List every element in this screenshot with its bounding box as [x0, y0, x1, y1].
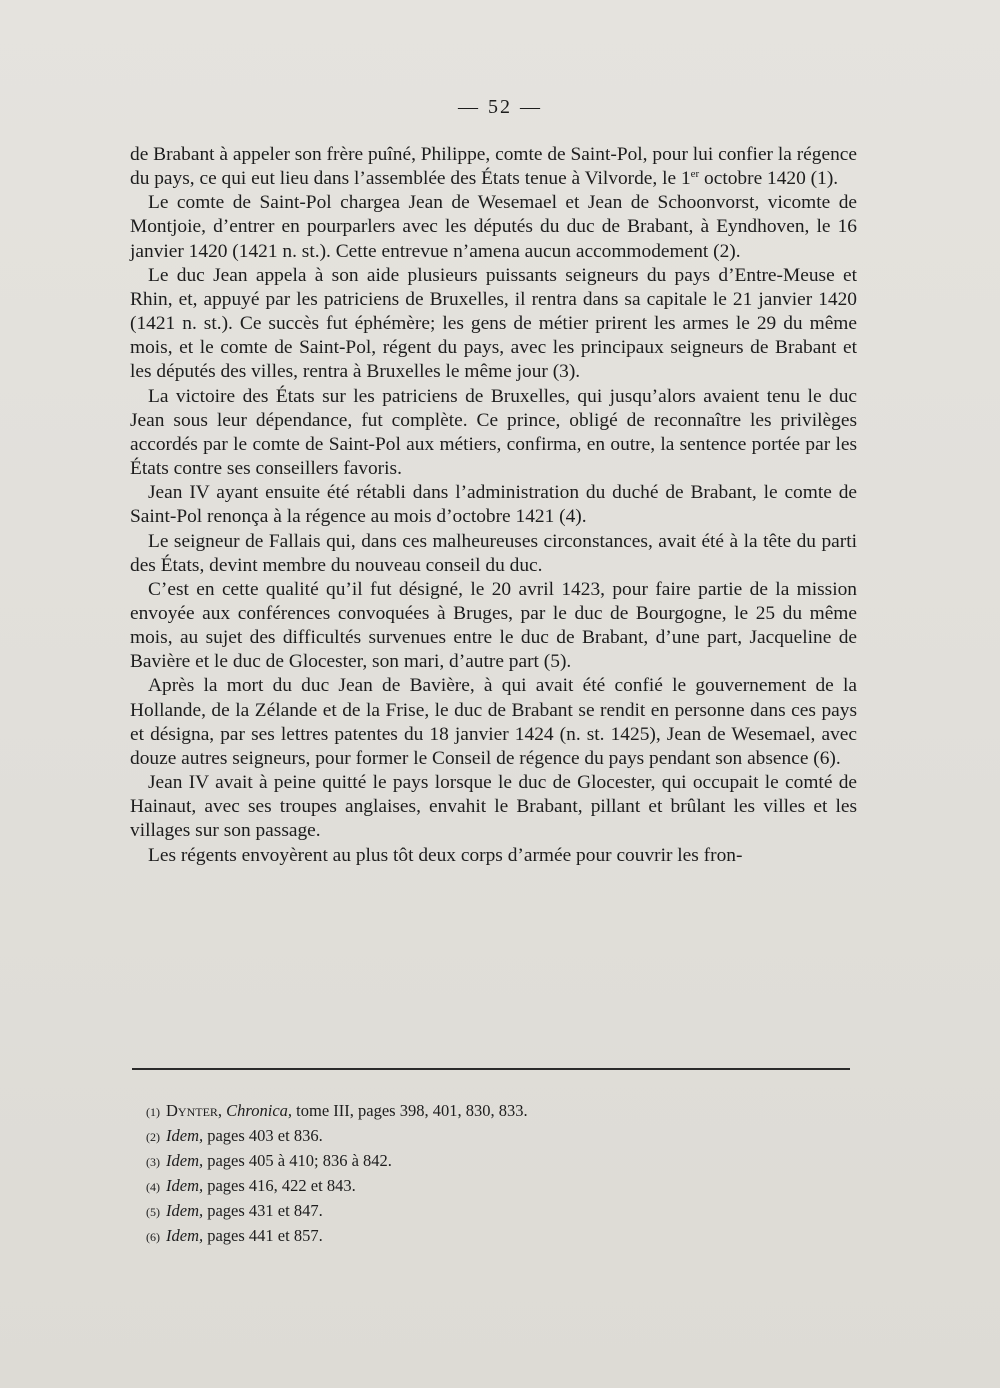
- footnote-work: Idem,: [166, 1176, 204, 1195]
- footnote-mark: (3): [146, 1155, 160, 1169]
- paragraph-1: [130, 143, 857, 191]
- paragraph-9: Jean IV avait à peine quitté le pays lorsque le duc de Glocester, qui occupait le comté de Hainaut, avec ses troupes anglaises, envahit le Brabant, pillant et brûlant les villes et les villages sur son passage.: [130, 772, 857, 842]
- paragraph-7: C’est en cette qualité qu’il fut désigné, le 20 avril 1423, pour faire partie de la mission envoyée aux conférences convoquées à Bruges, par le duc de Bourgogne, le 25 du même mois, au sujet des difficultés survenues entre le duc de Brabant, d’une part, Jacqueline de Bavière et le duc de Glocester, son mari, d’autre part (5).: [130, 578, 857, 673]
- footnotes: [146, 1099, 746, 1249]
- footnote-mark: (6): [146, 1230, 160, 1244]
- footnote-reference: tome III, pages 398, 401, 830, 833.: [292, 1101, 528, 1120]
- paragraph-1-text: de Brabant à appeler son frère puîné, Philippe, comte de Saint-Pol, pour lui confier la régence du pays, ce qui eut lieu dans l’assemblée des États tenue à Vilvorde, le 1: [130, 144, 857, 190]
- paragraph-8: Après la mort du duc Jean de Bavière, à qui avait été confié le gouvernement de la Hollande, de la Zélande et de la Frise, le duc de Brabant se rendit en personne dans ces pays et désigna, par ses lettres patentes du 18 janvier 1424 (n. st. 1425), Jean de Wesemael, avec douze autres seigneurs, pour former le Conseil de régence du pays pendant son absence (6).: [130, 675, 857, 769]
- page-number: [0, 96, 1000, 119]
- body-text: [130, 143, 857, 868]
- footnote-1: [146, 1099, 746, 1124]
- paragraph-2: Le comte de Saint-Pol chargea Jean de Wesemael et Jean de Schoonvorst, vicomte de Montjoie, d’entrer en pourparlers avec les députés du duc de Brabant, à Eyndhoven, le 16 janvier 1420 (1421 n. st.). Cette entrevue n’amena aucun accommodement (2).: [130, 192, 857, 262]
- footnote-mark: (1): [146, 1105, 160, 1119]
- footnote-work: Idem,: [166, 1226, 204, 1245]
- footnote-3: [146, 1149, 746, 1174]
- page-number-value: 52: [488, 96, 512, 118]
- footnote-reference: pages 416, 422 et 843.: [203, 1176, 356, 1195]
- footnote-mark: (2): [146, 1130, 160, 1144]
- footnote-2: [146, 1124, 746, 1149]
- footnote-divider: [132, 1068, 850, 1070]
- paragraph-4: La victoire des États sur les patriciens de Bruxelles, qui jusqu’alors avaient tenu le duc Jean sous leur dépendance, fut complète. Ce prince, obligé de reconnaître les privilèges accordés par le comte de Saint-Pol aux métiers, confirma, en outre, la sentence portée par les États contre ses conseillers favoris.: [130, 385, 857, 480]
- footnote-reference: pages 403 et 836.: [203, 1126, 323, 1145]
- paragraph-10: Les régents envoyèrent au plus tôt deux corps d’armée pour couvrir les fron-: [148, 844, 743, 866]
- footnote-reference: pages 431 et 847.: [203, 1201, 323, 1220]
- footnote-reference: pages 405 à 410; 836 à 842.: [203, 1151, 392, 1170]
- footnote-reference: pages 441 et 857.: [203, 1226, 323, 1245]
- paragraph-5: Jean IV ayant ensuite été rétabli dans l’administration du duché de Brabant, le comte de Saint-Pol renonça à la régence au mois d’octobre 1421 (4).: [130, 482, 857, 528]
- page-number-dash-right: —: [520, 96, 542, 118]
- footnote-6: [146, 1224, 746, 1249]
- footnote-5: [146, 1199, 746, 1224]
- footnote-mark: (4): [146, 1180, 160, 1194]
- footnote-work: Chronica,: [226, 1101, 293, 1120]
- footnote-mark: (5): [146, 1205, 160, 1219]
- footnote-work: Idem,: [166, 1151, 204, 1170]
- footnote-work: Idem,: [166, 1126, 204, 1145]
- ordinal-superscript: er: [690, 168, 700, 181]
- paragraph-6: Le seigneur de Fallais qui, dans ces malheureuses circonstances, avait été à la tête du parti des États, devint membre du nouveau conseil du duc.: [130, 530, 857, 576]
- footnote-author: Dynter,: [166, 1101, 223, 1120]
- paragraph-1-text-end: octobre 1420 (1).: [699, 168, 839, 190]
- footnote-work: Idem,: [166, 1201, 204, 1220]
- footnote-4: [146, 1174, 746, 1199]
- page-number-dash-left: —: [458, 96, 480, 118]
- paragraph-3: Le duc Jean appela à son aide plusieurs puissants seigneurs du pays d’Entre-Meuse et Rhin, et, appuyé par les patriciens de Bruxelles, il rentra dans sa capitale le 21 janvier 1420 (1421 n. st.). Ce succès fut éphémère; les gens de métier prirent les armes le 29 du même mois, et le comte de Saint-Pol, régent du pays, avec les principaux seigneurs de Brabant et les députés des villes, rentra à Bruxelles le même jour (3).: [130, 264, 857, 383]
